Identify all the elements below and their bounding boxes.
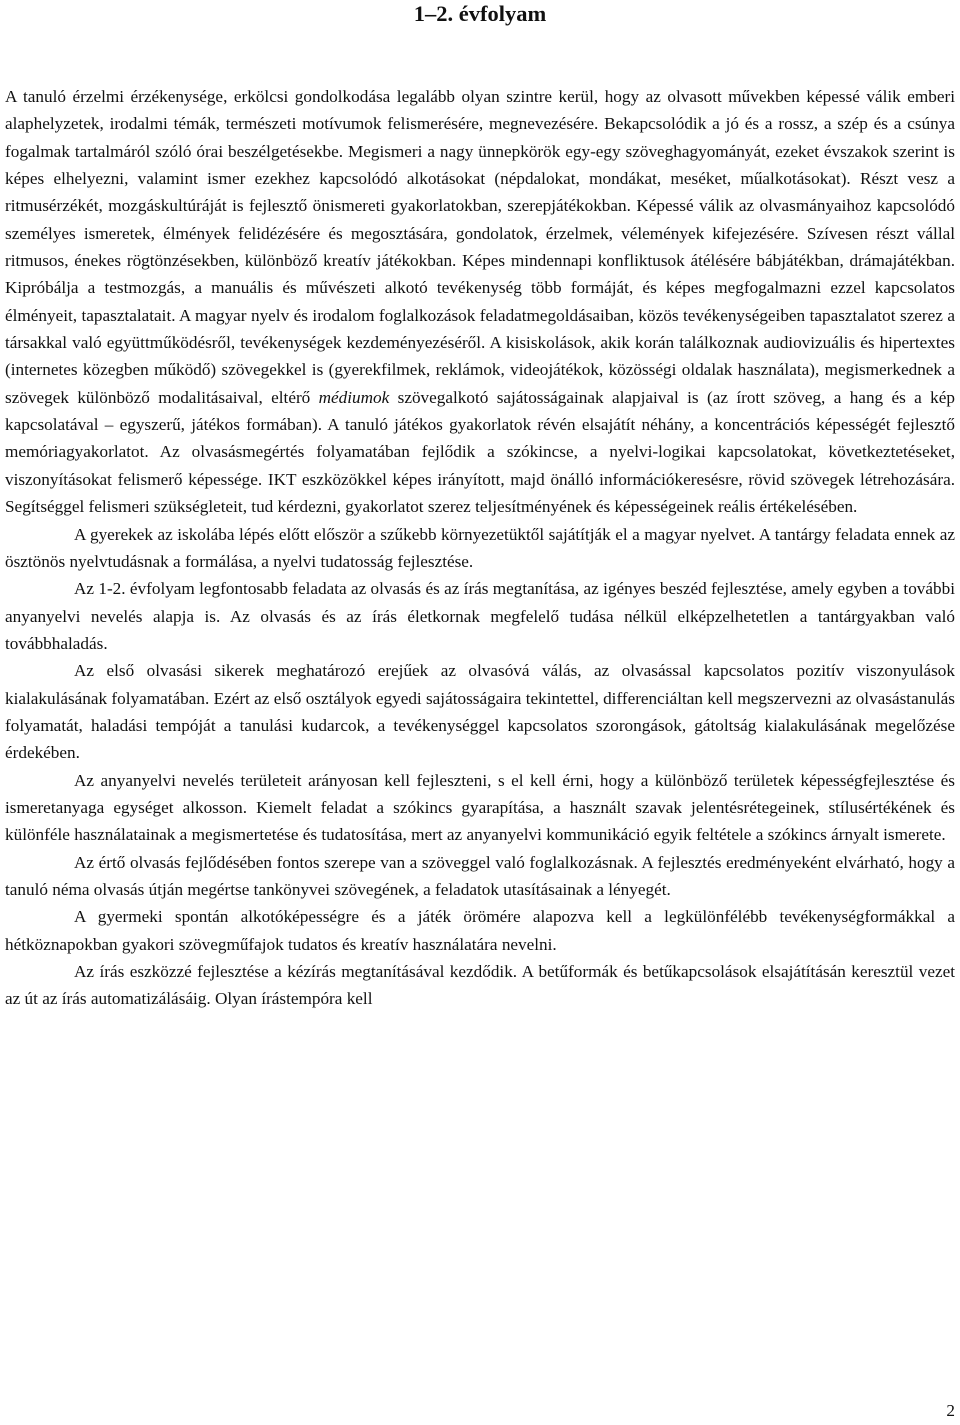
paragraph-4: Az első olvasási sikerek meghatározó erejűek az olvasóvá válás, az olvasással kapcsolatos pozitív viszonyulások kialakulásának folyamatában. Ezért az első osztályok egyedi sajátosságaira tekintettel, differenciáltan kell megszervezni az olvasástanulás folyamatát, haladási tempóját a tanulási kudarcok, a tevékenységgel kapcsolatos szorongások, gátoltság kialakulásának megelőzése érdekében.: [5, 661, 955, 763]
page-title: 1–2. évfolyam: [413, 1, 547, 26]
page-number: 2: [946, 1401, 955, 1420]
paragraph-5: Az anyanyelvi nevelés területeit arányosan kell fejleszteni, s el kell érni, hogy a különböző területek képességfejlesztése és ismeretanyaga egységet alkosson. Kiemelt feladat a szókincs gyarapítása, a használt szavak jelentésrétegeinek, stílusértékének és különféle használatainak a megismertetése és tudatosítása, mert az anyanyelvi kommunikáció egyik feltétele a szókincs árnyalt ismerete.: [5, 770, 955, 845]
italic-term: médiumok: [318, 387, 390, 407]
paragraph-1-text-b: szövegalkotó sajátosságainak alapjaival is (az írott szöveg, a hang és a kép kapcsolatával – egyszerű, játékos formában). A tanuló játékos gyakorlatok révén elsajátít néhány, a koncentrációs képességét fejlesztő memóriagyakorlatot. Az olvasásmegértés folyamatában fejlődik a szókincse, a nyelvi-logikai kapcsolatokat, következtetéseket, viszonyításokat felismerő képessége. IKT eszközökkel képes irányított, majd önálló információkeresésre, rövid szövegek létrehozására. Segítséggel felismeri szükségleteit, tud kérdezni, gyakorlatot szerez teljesítményének és képességeinek reális értékelésében.: [5, 387, 955, 517]
paragraph-2: A gyerekek az iskolába lépés előtt először a szűkebb környezetüktől sajátítják el a magyar nyelvet. A tantárgy feladata ennek az ösztönös nyelvtudásnak a formálása, a nyelvi tudatosság fejlesztése.: [5, 524, 955, 571]
paragraph-1: [5, 83, 955, 521]
paragraph-6: Az értő olvasás fejlődésében fontos szerepe van a szöveggel való foglalkozásnak. A fejlesztés eredményeként elvárható, hogy a tanuló néma olvasás útján megértse tankönyvei szövegének, a feladatok utasításainak a lényegét.: [5, 852, 955, 899]
paragraph-8: Az írás eszközzé fejlesztése a kézírás megtanításával kezdődik. A betűformák és betűkapcsolások elsajátításán keresztül vezet az út az írás automatizálásáig. Olyan írástempóra kell: [5, 962, 955, 1009]
paragraph-7: A gyermeki spontán alkotóképességre és a játék örömére alapozva kell a legkülönfélébb tevékenységformákkal a hétköznapokban gyakori szövegműfajok tudatos és kreatív használatára nevelni.: [5, 907, 955, 954]
paragraph-3: Az 1-2. évfolyam legfontosabb feladata az olvasás és az írás megtanítása, az igényes beszéd fejlesztése, amely egyben a további anyanyelvi nevelés alapja is. Az olvasás és az írás életkornak megfelelő tudása nélkül elképzelhetetlen a tantárgyakban való továbbhaladás.: [5, 579, 955, 653]
body-text: [5, 83, 955, 1013]
paragraph-1-text-a: A tanuló érzelmi érzékenysége, erkölcsi gondolkodása legalább olyan szintre kerül, hogy az olvasott művekben képessé válik emberi alaphelyzetek, irodalmi témák, természeti motívumok felismerésére, megnevezésére. Bekapcsolódik a jó és a rossz, a szép és a csúnya fogalmak tartalmáról szóló órai beszélgetésekbe. Megismeri a nagy ünnepkörök egy-egy szöveghagyományát, ezeket évszakok szerint is képes elhelyezni, valamint ismer ezekhez kapcsolódó alkotásokat (népdalokat, mondákat, meséket, műalkotásokat). Részt vesz a ritmusérzékét, mozgáskultúráját is fejlesztő önismereti gyakorlatokban, szerepjátékokban. Képessé válik az olvasmányaihoz kapcsolódó személyes ismeretek, élmények felidézésére és megosztására, gondolatok, érzelmek, vélemények kifejezésére. Szívesen részt vállal ritmusos, énekes rögtönzésekben, különböző kreatív játékokban. Képes mindennapi konfliktusok átélésére bábjátékban, drámajátékban. Kipróbálja a testmozgás, a manuális és művészeti alkotó tevékenység több formáját, és képes megfogalmazni ezzel kapcsolatos élményeit, tapasztalatait. A magyar nyelv és irodalom foglalkozások feladatmegoldásaiban, közös tevékenységeiben tapasztalatot szerez a társakkal való együttműködésről, tevékenységek kezdeményezéséről. A kisiskolások, akik korán találkoznak audiovizuális és hipertextes (internetes közegben működő) szövegekkel is (gyerekfilmek, reklámok, videojátékok, közösségi oldalak használata), megismerkednek a szövegek különböző modalitásaival, eltérő: [5, 87, 955, 407]
